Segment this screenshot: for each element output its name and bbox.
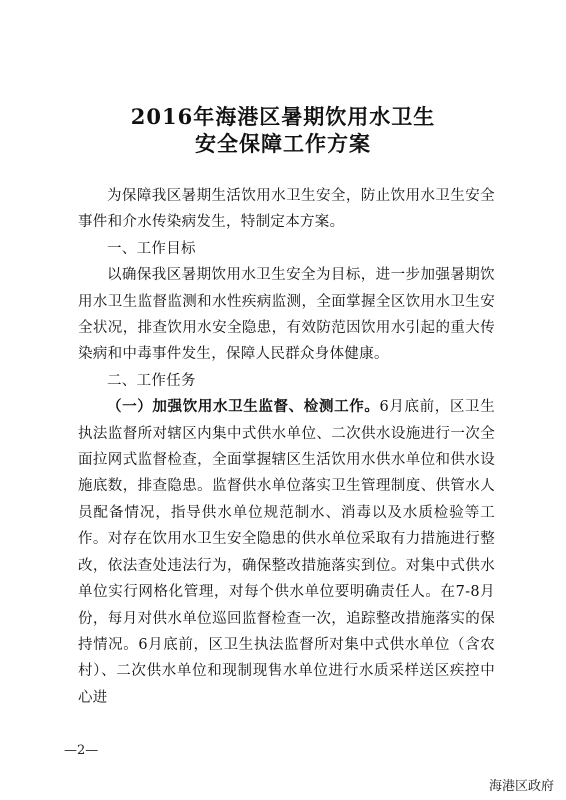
source-watermark: 海港区政府	[488, 779, 554, 794]
task-1-text: 6月底前，区卫生执法监督所对辖区内集中式供水单位、二次供水设施进行一次全面拉网式监督检查，全面掌握辖区生活饮用水供水单位和供水设施底数，排查隐患。监督供水单位落实卫生管理制度、供管水人员配备情况，指导供水单位规范制水、消毒以及水质检验等工作。对存在饮用水卫生安全隐患的供水单位采取有力措施进行整改，依法查处违法行为，确保整改措施落实到位。对集中式供水单位实行网格化管理，对每个供水单位要明确责任人。在7-8月份，每月对供水单位巡回监督检查一次，追踪整改措施落实的保持情况。6月底前，区卫生执法监督所对集中式供水单位（含农村）、二次供水单位和现制现售水单位进行水质采样送区疾控中心进	[78, 399, 495, 706]
task-1-paragraph	[78, 394, 495, 711]
section-2-heading: 二、工作任务	[107, 372, 196, 389]
task-1-lead: （一）加强饮用水卫生监督、检测工作。	[107, 399, 380, 416]
page-number: —2—	[64, 743, 99, 758]
section-1-paragraph: 以确保我区暑期饮用水卫生安全为目标，进一步加强暑期饮用水卫生监督监测和水性疾病监测，全面掌握全区饮用水卫生安全状况，排查饮用水安全隐患，有效防范因饮用水引起的重大传染病和中毒事件发生，保障人民群众身体健康。	[78, 267, 495, 363]
document-title-line-2: 安全保障工作方案	[195, 131, 371, 156]
section-1-heading: 一、工作目标	[107, 240, 196, 257]
intro-paragraph: 为保障我区暑期生活饮用水卫生安全，防止饮用水卫生安全事件和介水传染病发生，特制定本方案。	[78, 188, 495, 231]
document-body	[78, 183, 495, 711]
document-title-line-1: 2016年海港区暑期饮用水卫生	[130, 104, 436, 129]
